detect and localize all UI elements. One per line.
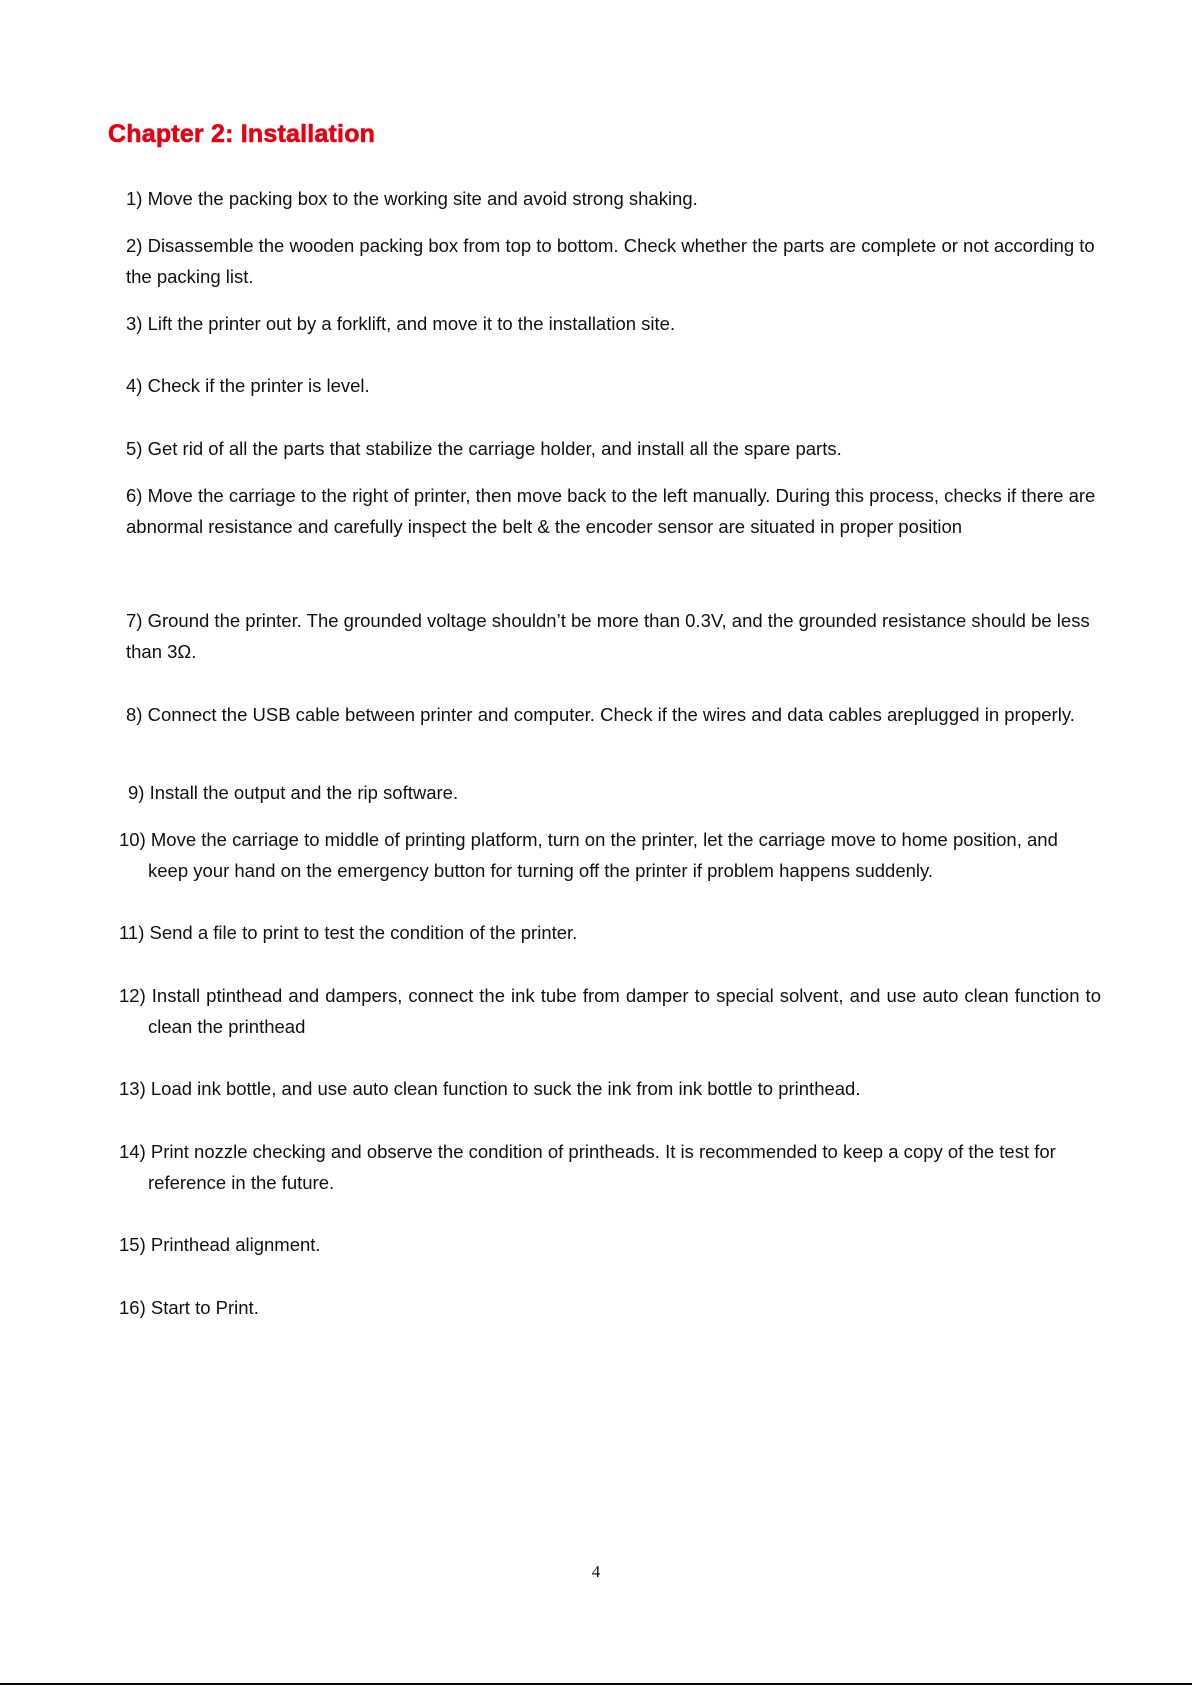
step-9: 9) Install the output and the rip software. <box>128 782 459 803</box>
step-5: 5) Get rid of all the parts that stabilize the carriage holder, and install all the spare parts. <box>126 438 842 459</box>
step-15: 15) Printhead alignment. <box>119 1234 321 1255</box>
step-4: 4) Check if the printer is level. <box>126 375 370 396</box>
step-1: 1) Move the packing box to the working site and avoid strong shaking. <box>126 188 698 209</box>
step-14: 14) Print nozzle checking and observe the condition of printheads. It is recommended to keep a copy of the test for reference in the future. <box>119 1141 1056 1193</box>
step-7: 7) Ground the printer. The grounded voltage shouldn’t be more than 0.3V, and the grounded resistance should be less than 3Ω. <box>126 610 1090 662</box>
step-12: 12) Install ptinthead and dampers, connect the ink tube from damper to special solvent, and use auto clean function to clean the printhead <box>119 985 1101 1037</box>
chapter-title: Chapter 2: Installation <box>108 120 376 148</box>
step-10: 10) Move the carriage to middle of printing platform, turn on the printer, let the carriage move to home position, and keep your hand on the emergency button for turning off the printer if problem happens suddenly. <box>119 829 1058 881</box>
step-13: 13) Load ink bottle, and use auto clean function to suck the ink from ink bottle to printhead. <box>119 1078 861 1099</box>
step-2: 2) Disassemble the wooden packing box from top to bottom. Check whether the parts are complete or not according to the packing list. <box>126 235 1095 287</box>
page-number: 4 <box>591 1562 601 1581</box>
step-16: 16) Start to Print. <box>119 1297 259 1318</box>
step-8: 8) Connect the USB cable between printer and computer. Check if the wires and data cables areplugged in properly. <box>126 704 1075 725</box>
step-11: 11) Send a file to print to test the condition of the printer. <box>119 922 578 943</box>
step-6: 6) Move the carriage to the right of printer, then move back to the left manually. During this process, checks if there are abnormal resistance and carefully inspect the belt & the encoder sensor are situated in proper position <box>126 485 1096 537</box>
step-3: 3) Lift the printer out by a forklift, and move it to the installation site. <box>126 313 676 334</box>
